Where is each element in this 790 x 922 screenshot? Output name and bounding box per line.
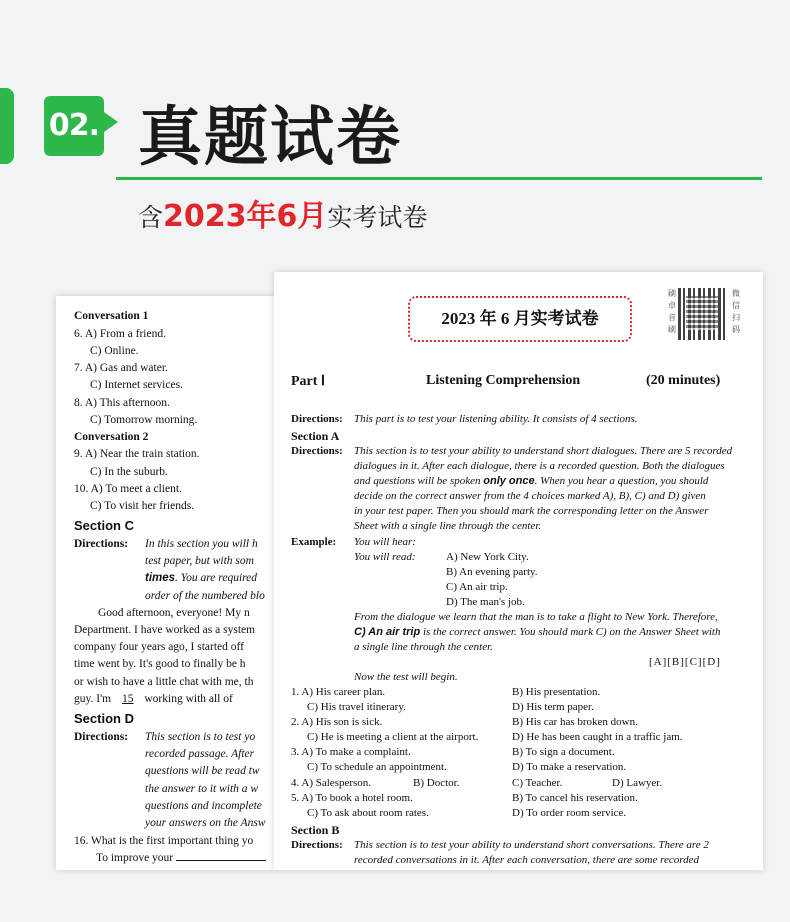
question-option: C) He is meeting a client at the airport. bbox=[307, 731, 479, 743]
example-option: C) An air trip. bbox=[446, 581, 508, 593]
question-option: 3. A) To make a complaint. bbox=[291, 746, 411, 758]
directions-text: In this section you will h bbox=[145, 538, 258, 550]
section-heading: Section D bbox=[74, 711, 134, 726]
directions-label: Directions: bbox=[291, 445, 343, 457]
question-option: C) His travel itinerary. bbox=[307, 701, 406, 713]
answer-option: 8. A) This afternoon. bbox=[74, 397, 170, 409]
directions-label: Directions: bbox=[291, 839, 343, 851]
directions-text: Sheet with a single line through the center. bbox=[354, 520, 542, 532]
example-explanation: From the dialogue we learn that the man is to take a flight to New York. Therefore, bbox=[354, 611, 718, 623]
question-option: C) To schedule an appointment. bbox=[307, 761, 447, 773]
example-explanation: a single line through the center. bbox=[354, 641, 493, 653]
answer-option: C) Online. bbox=[90, 345, 139, 357]
question-16: 16. What is the first important thing yo bbox=[74, 835, 254, 847]
section-heading: Section A bbox=[291, 429, 340, 443]
directions-text: questions will be read tw bbox=[145, 765, 260, 777]
question-option: B) His presentation. bbox=[512, 686, 601, 698]
question-option: B) Doctor. bbox=[413, 777, 460, 789]
directions-text: dialogues in it. After each dialogue, there is a recorded question. Both the dialogues bbox=[354, 460, 725, 472]
answer-option: C) Internet services. bbox=[90, 379, 183, 391]
question-option: 5. A) To book a hotel room. bbox=[291, 792, 413, 804]
directions-text: test paper, but with som bbox=[145, 555, 254, 567]
part-time: (20 minutes) bbox=[646, 373, 721, 388]
directions-text: This section is to test yo bbox=[145, 731, 256, 743]
question-option: D) To make a reservation. bbox=[512, 761, 627, 773]
conversation-heading: Conversation 1 bbox=[74, 310, 149, 322]
conversation-heading: Conversation 2 bbox=[74, 431, 149, 443]
directions-label: Directions: bbox=[74, 731, 129, 743]
question-option: 1. A) His career plan. bbox=[291, 686, 386, 698]
directions-text: questions and incomplete bbox=[145, 800, 262, 812]
question-option: B) To cancel his reservation. bbox=[512, 792, 638, 804]
front-exam-page bbox=[274, 272, 763, 870]
answer-option: C) In the suburb. bbox=[90, 466, 168, 478]
part-title: Listening Comprehension bbox=[426, 373, 581, 388]
example-explanation: C) An air trip is the correct answer. You should mark C) on the Answer Sheet with bbox=[354, 626, 721, 638]
example-hear: You will hear: bbox=[354, 536, 416, 548]
passage-line: company four years ago, I started off bbox=[74, 641, 244, 653]
answer-option: C) To visit her friends. bbox=[90, 500, 195, 512]
question-option: C) Teacher. bbox=[512, 777, 563, 789]
answer-option: 9. A) Near the train station. bbox=[74, 448, 200, 460]
question-option: B) To sign a document. bbox=[512, 746, 615, 758]
passage-line: or wish to have a little chat with me, th bbox=[74, 676, 254, 688]
example-option: B) An evening party. bbox=[446, 566, 538, 578]
directions-text: times. You are required bbox=[145, 572, 258, 584]
directions-text: recorded conversations in it. After each conversation, there are some recorded bbox=[354, 854, 699, 866]
directions-text: order of the numbered blo bbox=[145, 590, 265, 602]
question-option: D) Lawyer. bbox=[612, 777, 663, 789]
exam-title-banner: 2023 年 6 月实考试卷 bbox=[408, 296, 632, 342]
directions-text: This section is to test your ability to understand short dialogues. There are 5 recorded bbox=[354, 445, 733, 457]
passage-line: Good afternoon, everyone! My n bbox=[98, 607, 250, 619]
example-read: You will read: bbox=[354, 551, 416, 563]
directions-text: and questions will be spoken only once. When you hear a question, you should bbox=[354, 475, 709, 487]
back-exam-page bbox=[56, 296, 274, 870]
part-label: Part Ⅰ bbox=[291, 374, 326, 389]
test-begin-note: Now the test will begin. bbox=[354, 671, 458, 683]
example-option: A) New York City. bbox=[446, 551, 529, 563]
directions-text: recorded passage. After bbox=[145, 748, 255, 760]
question-option: D) He has been caught in a traffic jam. bbox=[512, 731, 683, 743]
directions-text: the answer to it with a w bbox=[145, 783, 259, 795]
question-option: B) His car has broken down. bbox=[512, 716, 638, 728]
passage-line: guy. I'm 15 working with all of bbox=[74, 693, 233, 705]
answer-option: 7. A) Gas and water. bbox=[74, 362, 168, 374]
question-option: 4. A) Salesperson. bbox=[291, 777, 372, 789]
directions-text: decide on the correct answer from the 4 choices marked A), B), C) and D) given bbox=[354, 490, 706, 502]
passage-line: Department. I have worked as a system bbox=[74, 624, 256, 636]
qr-caption-left: 刷 卓 音 刷 bbox=[668, 289, 676, 334]
answer-option: 10. A) To meet a client. bbox=[74, 483, 182, 495]
example-label: Example: bbox=[291, 536, 337, 548]
directions-label: Directions: bbox=[291, 413, 343, 425]
section-heading: Section B bbox=[291, 823, 340, 837]
answer-option: 6. A) From a friend. bbox=[74, 328, 166, 340]
example-option: D) The man's job. bbox=[446, 596, 525, 608]
page-title: 真题试卷 bbox=[138, 101, 402, 175]
page-subtitle: 含2023年6月实考试卷 bbox=[138, 199, 428, 234]
qr-caption-right: 微 信 扫 码 bbox=[732, 289, 740, 334]
directions-text: in your test paper. Then you should mark the corresponding letter on the Answer bbox=[354, 505, 709, 517]
example-answer-marks: [A][B][C][D] bbox=[649, 656, 721, 668]
directions-text: This part is to test your listening ability. It consists of 4 sections. bbox=[354, 413, 638, 425]
section-heading: Section C bbox=[74, 518, 134, 533]
question-option: 2. A) His son is sick. bbox=[291, 716, 383, 728]
title-divider bbox=[116, 177, 762, 180]
section-number-badge: 02. bbox=[44, 96, 104, 156]
directions-text: This section is to test your ability to understand short conversations. There are 2 bbox=[354, 839, 709, 851]
question-option: D) To order room service. bbox=[512, 807, 627, 819]
question-16-prompt: To improve your bbox=[96, 852, 266, 864]
passage-line: time went by. It's good to finally be h bbox=[74, 658, 246, 670]
section-tab-marker bbox=[0, 88, 14, 164]
directions-text: your answers on the Answ bbox=[145, 817, 266, 829]
blank-number: 15 bbox=[121, 693, 134, 705]
answer-option: C) Tomorrow morning. bbox=[90, 414, 198, 426]
qr-code-pattern bbox=[686, 296, 718, 330]
question-option: C) To ask about room rates. bbox=[307, 807, 429, 819]
directions-label: Directions: bbox=[74, 538, 129, 550]
question-option: D) His term paper. bbox=[512, 701, 594, 713]
